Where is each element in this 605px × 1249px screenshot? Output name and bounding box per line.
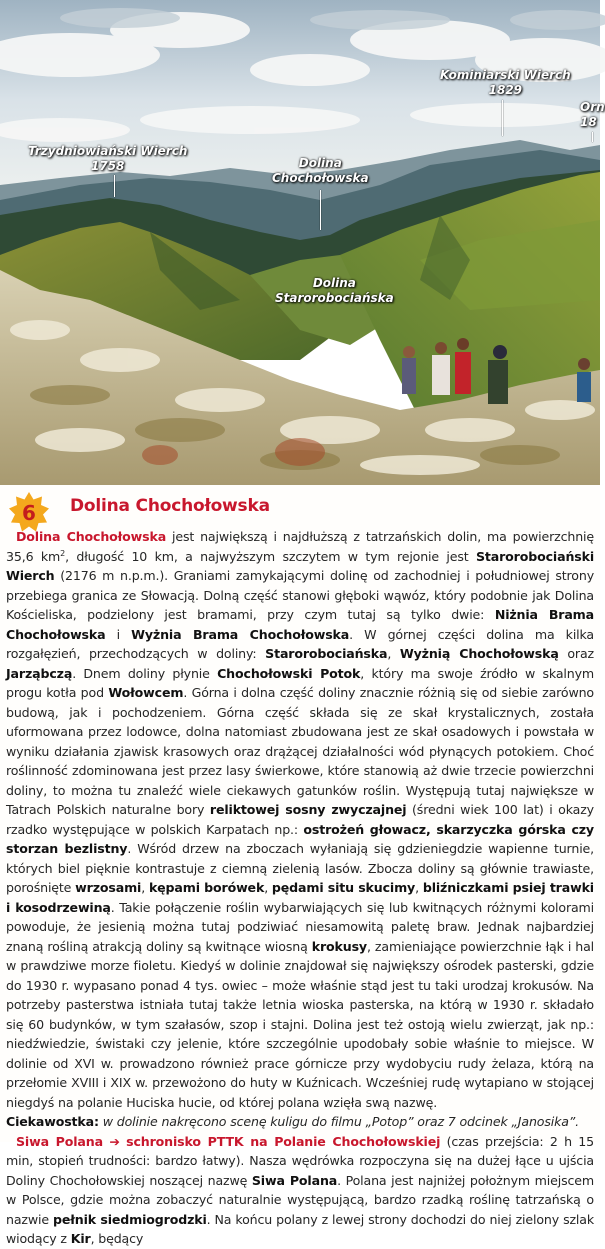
term-wrzosy: wrzosami [75,880,142,895]
text-run: , [415,880,423,895]
curiosity-label: Ciekawostka: [6,1114,99,1129]
text-run: , [141,880,149,895]
text-run: , będący [90,1231,144,1246]
text-run: , zamieniające powierzchnie łąk i hal w prawdziwe morze fioletu. Kiedyś w dolinie znajdował się największy ośrodek pasterski, gdzie do 1930 r. wypasano ponad 4 tys. owiec – może właśnie stąd jest tu taki urodzaj krokusów. Na potrzeby pasterstwa istniała tutaj także letnia wioska pasterska, na którą w 1930 r. składało się 60 budynków, w tym szałasów, szop i stajni. Dolina jest też ostoją wielu zwierząt, jak np.: niedźwiedzie, świstaki czy jelenie, które szczególnie upodobały sobie właśnie to miejsce. W dolinie od XVI w. prowadzono również prace górnicze przy wydobyciu rudy żelaza, którą na przełomie XVIII i XIX w. przewożono do huty w Kuźnicach. Wcześniej rudę wytapiano w stojącej niegdyś na polanie Huciska hucie, od której polana wzięła swą nazwę. [6,938,594,1110]
leader-line-dolina-chocholowska [320,190,321,230]
term-starorobocianska: Starorobociańska [265,646,388,661]
term-nizna-brama: Niżnia Brama Chochołowska [6,607,594,642]
text-run: . Polana jest najniżej położnym miejscem w Polsce, gdzie można zobaczyć naturalnie występującą, bardzo rzadką roślinę tatrzańską o nazwie [6,1172,594,1227]
leader-line-kominiarski [502,100,503,136]
text-run: , [264,880,272,895]
label-dolina-starorobocianska: Dolina Starorobociańska [275,276,394,305]
term-pelnik-siedmiogrodzki: pełnik siedmiogrodzki [52,1211,207,1227]
text-run: , [387,646,400,661]
article [0,485,600,1246]
article-title: Dolina Chochołowska [70,496,270,516]
text-run: , długość 10 km, a najwyższym szczytem w tym rejonie jest [65,548,476,564]
term-blizniczki-kosodrzewina: bliźniczkami psiej trawki i kosodrzewiną [6,880,594,915]
text-run: . Na końcu polany z lewej strony dochodzi do niej zielony szlak wiodący z [6,1211,594,1246]
term-chocholowski-potok: Chochołowski Potok [217,665,361,681]
label-dolina-chocholowska: Dolina Chochołowska [272,156,369,185]
text-run: oraz [558,646,594,661]
term-siwa-polana: Siwa Polana [251,1172,338,1188]
term-dolina-chocholowska: Dolina Chochołowska [16,529,167,544]
term-wyznia-brama: Wyżnia Brama Chochołowska [131,626,350,642]
text-run: (2176 m n.p.m.). Graniami zamykającymi dolinę od zachodniej i południowej strony przebiega granica ze Słowacją. Dolną część stanowi głęboki wąwóz, który podobnie jak Dolina Kościeliska, podzielony jest bramami, przy czym tutaj są tylko dwie: [6,568,594,622]
term-pedy-situ: pędami situ skucimy [271,880,416,895]
term-krokusy: krokusy [311,938,367,954]
paragraph-route [6,1132,594,1249]
term-rare-plants: ostrożeń głowacz, skarzyczka górska czy storzan bezlistny [6,821,594,856]
text-run: . Górna i dolna część doliny znacznie różnią się od siebie zarówno budową, jak i pochodzeniem. Górna część składa się ze skał krystalicznych, została uformowana przez lodowce, dolna natomiast zbudowana jest ze skał osadowych i powstała w wyniku działania zjawisk krasowych oraz drążącej działalności wód płynących potokiem. Choć roślinność zdominowana jest przez lasy świerkowe, które stanowią aż dwie trzecie powierzchni doliny, to można tu znaleźć wiele ciekawych gatunków roślin. Występują tutaj największe w Tatrach Polskich naturalne bory [6,685,594,817]
mountain-photo [0,0,605,485]
superscript: 2 [60,548,66,558]
text-run: (średni wiek 100 lat) i okazy rzadko występujące w polskich Karpatach np.: [6,802,594,837]
curiosity-text: w dolinie nakręcono scenę kuligu do filmu „Potop” oraz 7 odcinek „Janosika”. [98,1114,580,1129]
text-run: , który ma swoje źródło w skalnym progu kotła pod [6,665,594,700]
text-run: . Wśród drzew na zboczach wyłaniają się gdzieniegdzie wapienne turnie, których biel pięknie kontrastuje z ciemną zielenią lasów. Zbocza doliny są głównie trawiaste, porośnięte [6,841,594,895]
term-wolowiec: Wołowcem [108,685,184,700]
section-number: 6 [22,501,36,525]
term-wyznia-chocholowska: Wyżnią Chochołowską [399,646,559,661]
article-body [6,527,594,1249]
route-start: Siwa Polana [16,1133,103,1149]
term-kepy-borowek: kępami borówek [148,880,265,895]
leader-line-ornak [592,132,593,142]
label-kominiarski-wierch: Kominiarski Wierch 1829 [440,68,571,97]
label-ornak: Orn 18 [580,100,605,129]
text-run: . Takie połączenie roślin wybarwiających się lub kwitnących różnymi kolorami powoduje, że jesienią można tutaj podziwiać niesamowitą paletę braw. Jednak najbardziej znaną rośliną atrakcją doliny są kwitnące wiosną [6,899,595,954]
paragraph-description [6,527,594,1112]
label-trzydniowianski-wierch: Trzydniowiański Wierch 1758 [28,144,188,173]
leader-line-trzydniowianski [114,175,115,197]
text-run: i [105,626,132,642]
term-kir: Kir [70,1231,91,1246]
text-run: . Dnem doliny płynie [72,665,218,681]
term-jarzabcza: Jarząbczą [6,665,73,681]
route-destination: schronisko PTTK na Polanie Chochołowskiej [126,1133,441,1149]
text-run: . W górnej części dolina ma kilka rozgałęzień, przechodzących w doliny: [6,626,595,661]
text-run: jest największą i najdłuższą z tatrzańskich dolin, ma powierzchnię 35,6 km [6,529,594,564]
text-run: (czas przejścia: 2 h 15 min, stopień trudności: bardzo łatwy). Nasza wędrówka rozpoczyna się na dużej łące u ujścia Doliny Chochołowskiej noszącej nazwę [6,1133,595,1188]
term-starorobocianski-wierch: Starorobociański Wierch [6,548,594,583]
term-sosna-zwyczajna: reliktowej sosny zwyczajnej [209,802,407,817]
route-arrow-icon: ➔ [109,1133,120,1149]
paragraph-curiosity [6,1112,594,1132]
